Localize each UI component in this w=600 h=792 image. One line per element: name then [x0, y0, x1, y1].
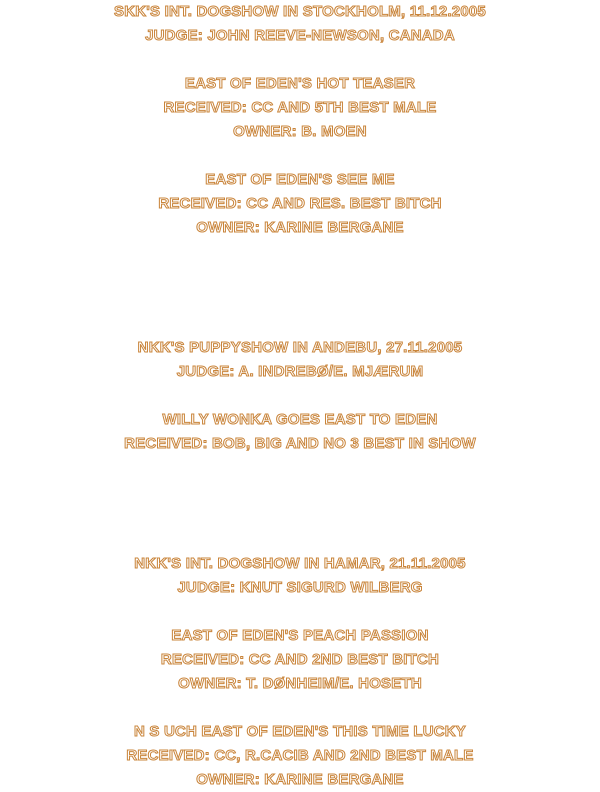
award-line: RECEIVED: CC AND 5TH BEST MALE	[163, 99, 437, 116]
owner-line: OWNER: KARINE BERGANE	[196, 771, 404, 788]
dog-name: EAST OF EDEN'S SEE ME	[205, 171, 395, 188]
judge-line: JUDGE: A. INDREBØ/E. MJÆRUM	[176, 363, 424, 380]
dog-name: N S UCH EAST OF EDEN'S THIS TIME LUCKY	[133, 723, 467, 740]
award-line: RECEIVED: BOB, BIG AND NO 3 BEST IN SHOW	[124, 435, 476, 452]
dog-name: WILLY WONKA GOES EAST TO EDEN	[162, 411, 438, 428]
owner-line: OWNER: B. MOEN	[233, 123, 367, 140]
judge-line: JUDGE: JOHN REEVE-NEWSON, CANADA	[145, 27, 455, 44]
show-title: SKK'S INT. DOGSHOW IN STOCKHOLM, 11.12.2005	[114, 3, 486, 20]
dog-name: EAST OF EDEN'S PEACH PASSION	[171, 627, 429, 644]
show-title: NKK'S PUPPYSHOW IN ANDEBU, 27.11.2005	[137, 339, 463, 356]
judge-line: JUDGE: KNUT SIGURD WILBERG	[177, 579, 423, 596]
award-line: RECEIVED: CC AND RES. BEST BITCH	[158, 195, 442, 212]
show-title: NKK'S INT. DOGSHOW IN HAMAR, 21.11.2005	[134, 555, 466, 572]
dog-name: EAST OF EDEN'S HOT TEASER	[184, 75, 416, 92]
owner-line: OWNER: T. DØNHEIM/E. HOSETH	[178, 675, 422, 692]
owner-line: OWNER: KARINE BERGANE	[196, 219, 404, 236]
award-line: RECEIVED: CC, R.CACIB AND 2ND BEST MALE	[126, 747, 474, 764]
award-line: RECEIVED: CC AND 2ND BEST BITCH	[160, 651, 440, 668]
